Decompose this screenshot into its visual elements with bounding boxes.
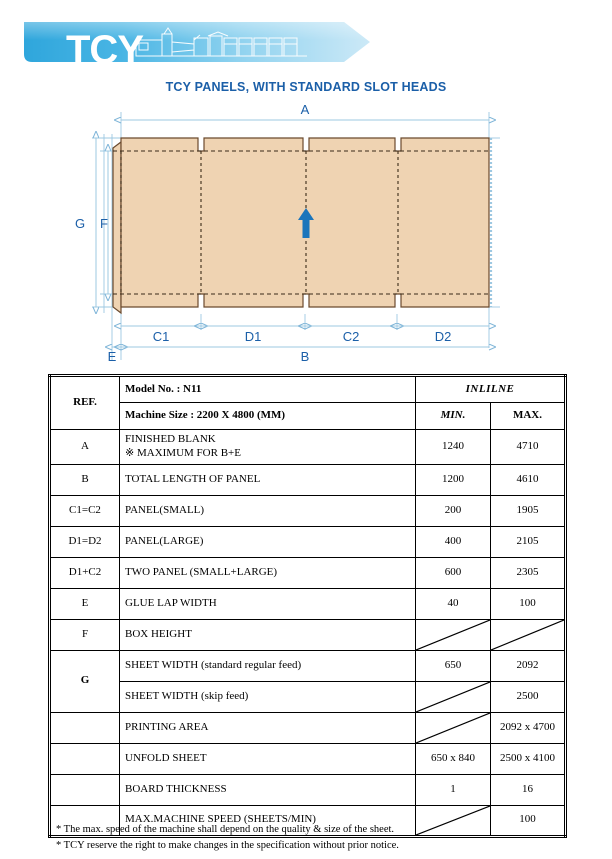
row-description: GLUE LAP WIDTH [120,588,416,619]
row-max: 16 [491,774,566,805]
dimension-label-c1: C1 [152,329,170,344]
empty-value-slash [491,620,564,650]
row-description: PANEL(LARGE) [120,526,416,557]
row-max: 2305 [491,557,566,588]
row-ref [50,712,120,743]
row-max: 2092 [491,650,566,681]
row-min: 200 [416,495,491,526]
header-machine-size: Machine Size : 2200 X 4800 (MM) [120,403,416,430]
table-row [50,495,566,526]
header-ref: REF. [50,376,120,430]
row-max: 2500 [491,681,566,712]
row-min: 1 [416,774,491,805]
row-max: 100 [491,588,566,619]
dimension-label-g: G [74,216,86,231]
table-row [50,526,566,557]
table-row [50,774,566,805]
row-min: 600 [416,557,491,588]
row-min: 400 [416,526,491,557]
table-row [50,619,566,650]
dimension-label-c2: C2 [342,329,360,344]
empty-value-slash [416,713,490,743]
row-description [120,430,416,465]
table-row [50,681,566,712]
box-blank [113,138,491,313]
dimension-g [75,138,96,307]
dimension-label-a: A [300,102,310,117]
row-max: 4610 [491,464,566,495]
row-ref: A [50,430,120,465]
dimension-label-e: E [107,349,117,364]
row-ref: D1=D2 [50,526,120,557]
row-description: BOARD THICKNESS [120,774,416,805]
row-description: PRINTING AREA [120,712,416,743]
header-model-no: Model No. : N11 [120,376,416,403]
panel-blank-diagram [0,98,612,368]
row-max: 100 [491,805,566,836]
table-row [50,743,566,774]
table-header-row-2 [50,403,566,430]
glue-lap [113,142,121,313]
table-body [50,376,566,837]
row-max: 1905 [491,495,566,526]
row-ref: G [50,650,120,712]
specification-table-wrapper [48,374,564,838]
row-description: BOX HEIGHT [120,619,416,650]
row-description: UNFOLD SHEET [120,743,416,774]
dimension-label-b: B [300,349,310,364]
row-max: 2092 x 4700 [491,712,566,743]
footnote-2: * TCY reserve the right to make changes in the specification without prior notice. [56,840,399,852]
table-row [50,712,566,743]
row-description: SHEET WIDTH (skip feed) [120,681,416,712]
page-title: TCY PANELS, WITH STANDARD SLOT HEADS [165,80,447,94]
dimension-e-b [108,347,489,364]
row-description: TWO PANEL (SMALL+LARGE) [120,557,416,588]
footnote-1: * The max. speed of the machine shall depend on the quality & size of the sheet. [56,824,395,835]
row-ref: F [50,619,120,650]
row-min [416,712,491,743]
row-description: PANEL(SMALL) [120,495,416,526]
table-header-row-1 [50,376,566,403]
row-min: 1240 [416,430,491,465]
empty-value-slash [416,620,490,650]
table-row [50,464,566,495]
header-inline: INLILNE [416,376,566,403]
row-description-line2: ※ MAXIMUM FOR B+E [125,446,241,459]
row-min [416,619,491,650]
brand-banner [18,14,418,70]
row-min: 650 x 840 [416,743,491,774]
row-description: SHEET WIDTH (standard regular feed) [120,650,416,681]
table-row [50,430,566,465]
row-description-line1: FINISHED BLANK [125,433,216,445]
table-row [50,650,566,681]
dimension-label-d1: D1 [244,329,262,344]
row-max: 4710 [491,430,566,465]
row-ref: C1=C2 [50,495,120,526]
header-max: MAX. [491,403,566,430]
row-max: 2500 x 4100 [491,743,566,774]
dimension-label-f-inner: F [100,216,108,231]
row-min: 40 [416,588,491,619]
table-row [50,588,566,619]
row-ref: E [50,588,120,619]
brand-logo-text: TCY [66,28,143,72]
row-max [491,619,566,650]
row-description: TOTAL LENGTH OF PANEL [120,464,416,495]
dimension-label-d2: D2 [434,329,452,344]
row-min: 1200 [416,464,491,495]
footnotes [56,822,576,855]
row-ref [50,743,120,774]
dimension-a [121,102,489,120]
empty-value-slash [416,682,490,712]
header-min: MIN. [416,403,491,430]
row-ref: D1+C2 [50,557,120,588]
row-min: 650 [416,650,491,681]
row-description: MAX.MACHINE SPEED (SHEETS/MIN) [120,805,416,836]
table-row [50,557,566,588]
specification-table [48,374,567,838]
row-max: 2105 [491,526,566,557]
row-min [416,681,491,712]
row-ref: B [50,464,120,495]
row-ref [50,774,120,805]
